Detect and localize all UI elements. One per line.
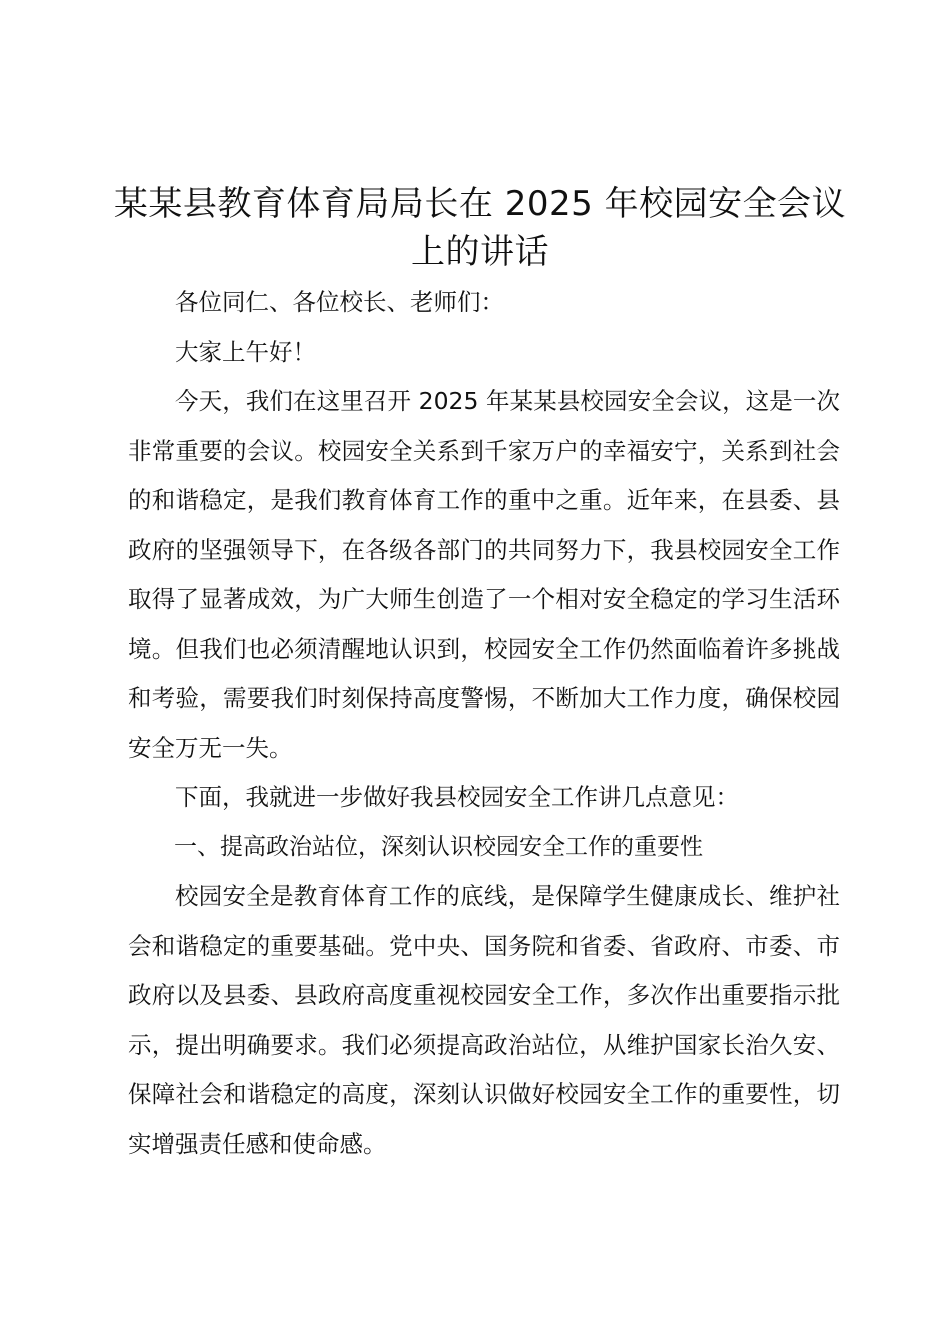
body-paragraph: 校园安全是教育体育工作的底线，是保障学生健康成长、维护社会和谐稳定的重要基础。党中央、国务院和省委、省政府、市委、市政府以及县委、县政府高度重视校园安全工作，多次作出重要指示批示，提出明确要求。我们必须提高政治站位，从维护国家长治久安、保障社会和谐稳定的高度，深刻认识做好校园安全工作的重要性，切实增强责任感和使命感。 <box>128 882 840 1158</box>
document-body <box>128 278 840 1169</box>
salutation: 各位同仁、各位校长、老师们： <box>175 288 504 316</box>
document-title: 某某县教育体育局局长在 2025 年校园安全会议上的讲话 <box>113 184 847 272</box>
greeting: 大家上午好！ <box>175 337 316 366</box>
section-heading: 一、提高政治站位，深刻认识校园安全工作的重要性 <box>174 833 703 860</box>
body-paragraph: 下面，我就进一步做好我县校园安全工作讲几点意见： <box>175 783 739 811</box>
body-paragraph: 今天，我们在这里召开 2025 年某某县校园安全会议，这是一次非常重要的会议。校园安全关系到千家万户的幸福安宁，关系到社会的和谐稳定，是我们教育体育工作的重中之重。近年来，在县委、县政府的坚强领导下，在各级各部门的共同努力下，我县校园安全工作取得了显著成效，为广大师生创造了一个相对安全稳定的学习生活环境。但我们也必须清醒地认识到，校园安全工作仍然面临着许多挑战和考验，需要我们时刻保持高度警惕，不断加大工作力度，确保校园安全万无一失。 <box>128 387 840 762</box>
